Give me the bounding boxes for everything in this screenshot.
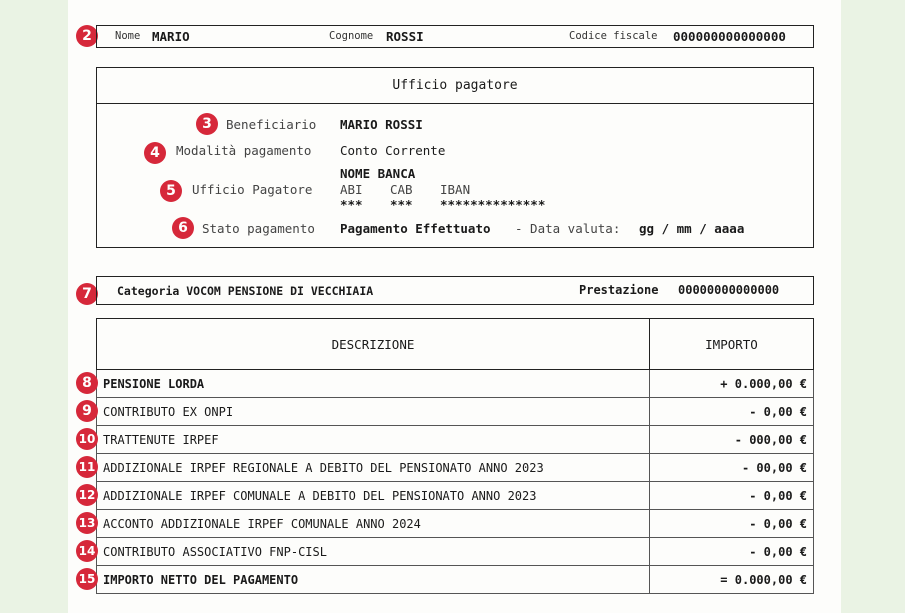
cognome-label: Cognome xyxy=(329,30,374,42)
row-description: IMPORTO NETTO DEL PAGAMENTO xyxy=(97,566,650,594)
marker-4: 4 xyxy=(144,142,166,164)
categoria-box xyxy=(96,276,814,305)
stato-value: Pagamento Effettuato xyxy=(340,221,491,236)
table-header-row xyxy=(97,319,814,370)
table-row xyxy=(97,398,814,426)
row-description: ACCONTO ADDIZIONALE IRPEF COMUNALE ANNO 2024 xyxy=(97,510,650,538)
nome-label: Nome xyxy=(115,30,141,42)
prestazione-label: Prestazione xyxy=(579,283,659,297)
cab-value: *** xyxy=(390,197,413,212)
abi-value: *** xyxy=(340,197,363,212)
marker-3: 3 xyxy=(196,113,218,135)
marker-13: 13 xyxy=(76,512,98,534)
abi-label: ABI xyxy=(340,182,363,197)
pagatore-label: Ufficio Pagatore xyxy=(192,182,313,197)
cf-label: Codice fiscale xyxy=(569,30,658,42)
categoria-label: Categoria VOCOM PENSIONE DI VECCHIAIA xyxy=(117,284,374,298)
cognome-value: ROSSI xyxy=(386,29,424,44)
marker-7: 7 xyxy=(76,283,98,305)
cab-label: CAB xyxy=(390,182,413,197)
table-row xyxy=(97,482,814,510)
marker-11: 11 xyxy=(76,456,98,478)
col-importo: IMPORTO xyxy=(650,319,814,370)
row-description: ADDIZIONALE IRPEF REGIONALE A DEBITO DEL PENSIONATO ANNO 2023 xyxy=(97,454,650,482)
data-valuta-value: gg / mm / aaaa xyxy=(639,221,745,236)
table-row xyxy=(97,370,814,398)
beneficiario-label: Beneficiario xyxy=(226,117,317,132)
ufficio-title: Ufficio pagatore xyxy=(97,68,813,104)
iban-value: ************** xyxy=(440,197,546,212)
bank-name: NOME BANCA xyxy=(340,166,416,181)
marker-8: 8 xyxy=(76,372,98,394)
modalita-label: Modalità pagamento xyxy=(176,143,312,158)
cf-value: 000000000000000 xyxy=(673,29,786,44)
modalita-value: Conto Corrente xyxy=(340,143,446,158)
prestazione-value: 00000000000000 xyxy=(678,283,780,297)
marker-10: 10 xyxy=(76,428,98,450)
marker-14: 14 xyxy=(76,540,98,562)
row-description: PENSIONE LORDA xyxy=(97,370,650,398)
row-amount: - 00,00 € xyxy=(650,454,814,482)
row-amount: - 0,00 € xyxy=(650,510,814,538)
table-row xyxy=(97,454,814,482)
nome-value: MARIO xyxy=(152,29,190,44)
row-description: ADDIZIONALE IRPEF COMUNALE A DEBITO DEL PENSIONATO ANNO 2023 xyxy=(97,482,650,510)
data-valuta-label: - Data valuta: xyxy=(515,221,621,236)
row-amount: = 0.000,00 € xyxy=(650,566,814,594)
stato-label: Stato pagamento xyxy=(202,221,315,236)
table-row xyxy=(97,510,814,538)
iban-label: IBAN xyxy=(440,182,471,197)
beneficiario-value: MARIO ROSSI xyxy=(340,117,423,132)
col-descrizione: DESCRIZIONE xyxy=(97,319,650,370)
row-description: TRATTENUTE IRPEF xyxy=(97,426,650,454)
marker-5: 5 xyxy=(160,180,182,202)
table-row xyxy=(97,566,814,594)
marker-6: 6 xyxy=(172,217,194,239)
row-amount: - 000,00 € xyxy=(650,426,814,454)
importi-table xyxy=(96,318,814,594)
row-amount: + 0.000,00 € xyxy=(650,370,814,398)
marker-2: 2 xyxy=(76,25,98,47)
marker-9: 9 xyxy=(76,400,98,422)
row-amount: - 0,00 € xyxy=(650,538,814,566)
marker-15: 15 xyxy=(76,568,98,590)
row-amount: - 0,00 € xyxy=(650,482,814,510)
table-row xyxy=(97,538,814,566)
table-row xyxy=(97,426,814,454)
row-description: CONTRIBUTO EX ONPI xyxy=(97,398,650,426)
header-box xyxy=(96,25,814,48)
marker-12: 12 xyxy=(76,484,98,506)
row-description: CONTRIBUTO ASSOCIATIVO FNP-CISL xyxy=(97,538,650,566)
row-amount: - 0,00 € xyxy=(650,398,814,426)
